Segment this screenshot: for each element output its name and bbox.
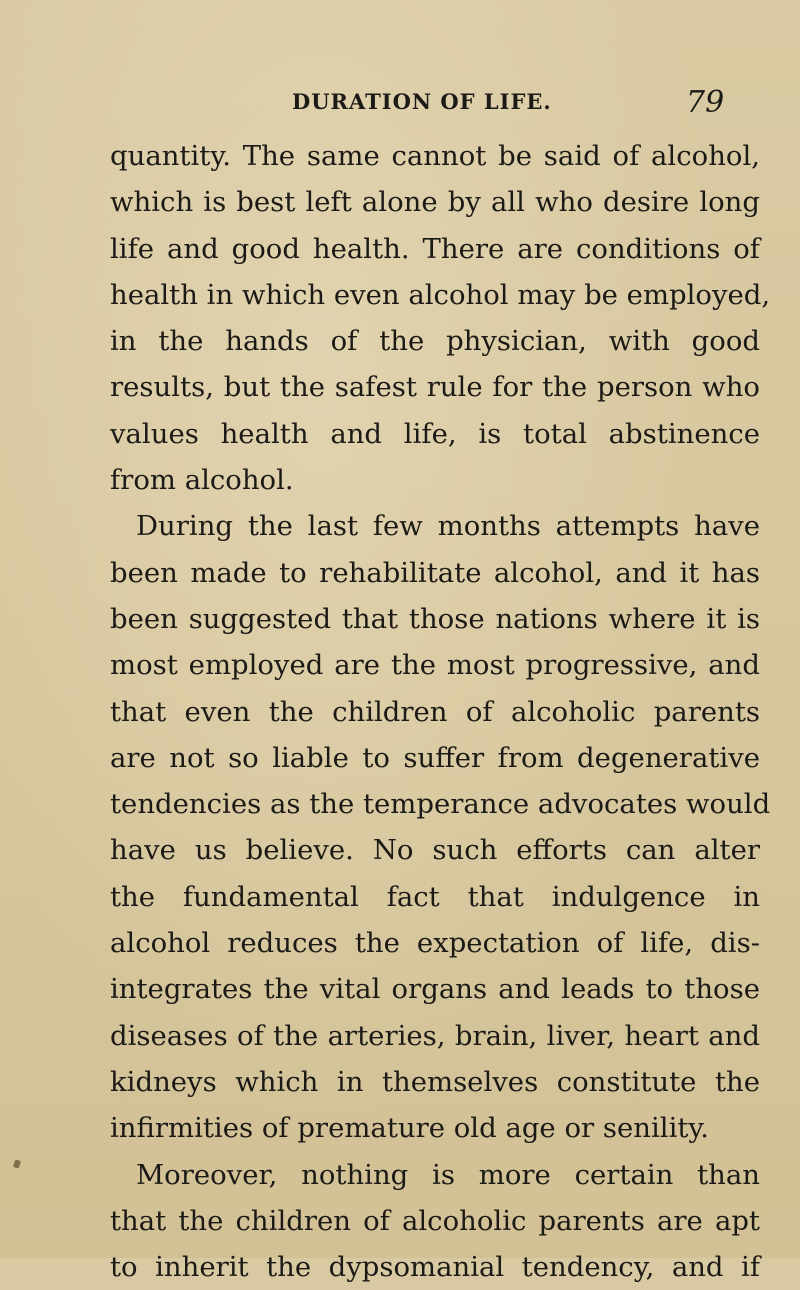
text-line: tendencies as the temperance advocates would [110, 788, 771, 821]
text-line: been made to rehabilitate alcohol, and it has [110, 556, 760, 589]
text-line: infirmities of premature old age or senility. [110, 1112, 710, 1145]
text-line: from alcohol. [110, 464, 294, 497]
text-line: been suggested that those nations where it is [110, 602, 760, 635]
text-line: results, but the safest rule for the person who [110, 371, 760, 404]
text-line: kidneys which in themselves constitute the [110, 1065, 760, 1098]
text-line: diseases of the arteries, brain, liver, heart and [110, 1019, 760, 1052]
text-line: integrates the vital organs and leads to those [110, 973, 760, 1006]
text-line: life and good health. There are conditions of [110, 232, 760, 265]
running-head [0, 83, 800, 123]
text-line: in the hands of the physician, with good [110, 325, 760, 358]
text-line: quantity. The same cannot be said of alcohol, [110, 140, 760, 172]
paragraph-start-line: Moreover, nothing is more certain than [136, 1158, 760, 1191]
text-line: have us believe. No such efforts can alter [110, 834, 760, 867]
text-line: to inherit the dypsomanial tendency, and if [110, 1251, 760, 1284]
text-line: that the children of alcoholic parents are apt [110, 1204, 760, 1237]
text-line: which is best left alone by all who desire long [110, 186, 760, 219]
ink-speck [13, 1159, 21, 1169]
text-line: are not so liable to suffer from degenerative [110, 741, 760, 774]
text-line: most employed are the most progressive, and [110, 649, 760, 682]
text-line: that even the children of alcoholic parents [110, 695, 760, 728]
page-number: 79 [686, 85, 725, 120]
text-line: the fundamental fact that indulgence in [110, 880, 760, 913]
paragraph-start-line: During the last few months attempts have [136, 510, 760, 543]
body-text [110, 133, 771, 1290]
running-head-title: DURATION OF LIFE. [292, 89, 552, 114]
text-line: alcohol reduces the expectation of life, dis- [110, 927, 760, 960]
text-line: health in which even alcohol may be employed, [110, 278, 771, 311]
text-line: values health and life, is total abstinence [110, 417, 760, 450]
